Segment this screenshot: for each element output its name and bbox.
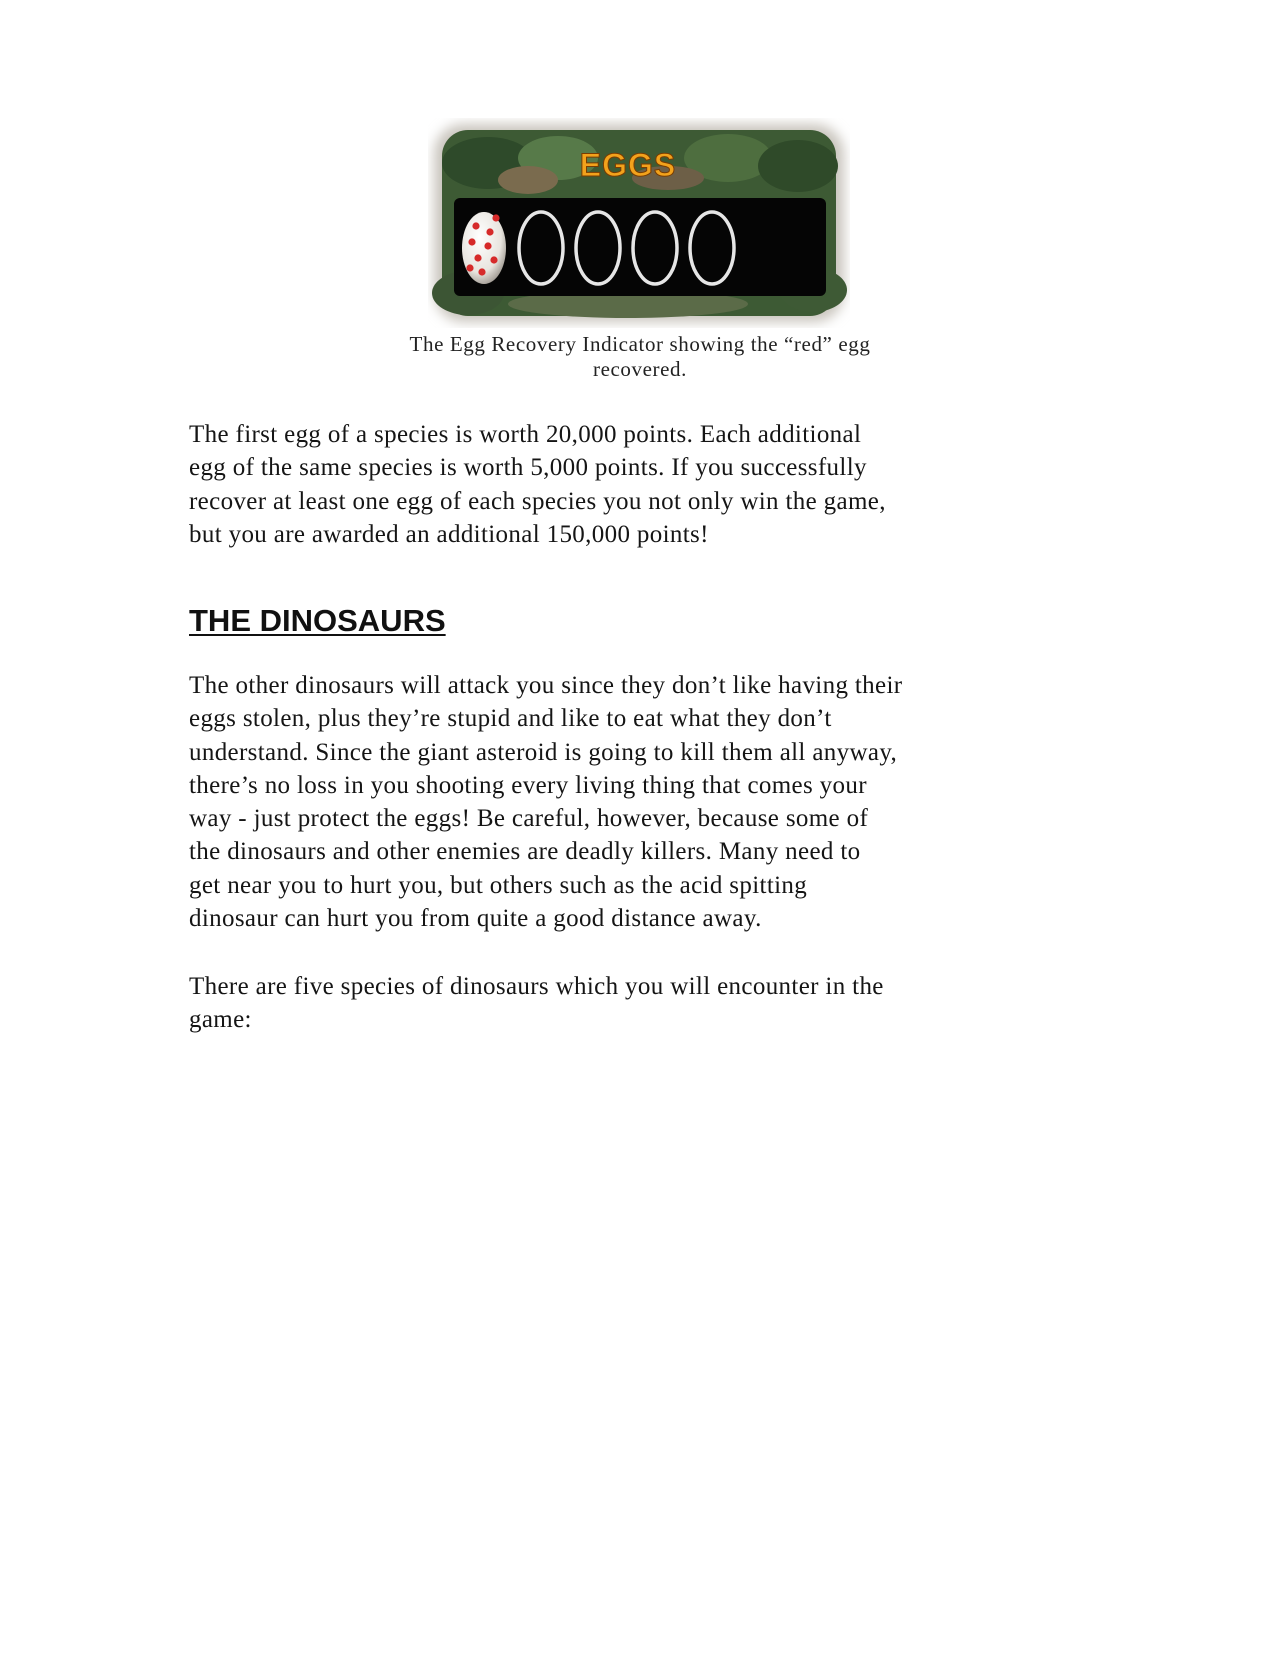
section-heading: THE DINOSAURS (189, 603, 446, 638)
eggs-label: EGGS (579, 147, 677, 183)
recovered-egg-icon (462, 212, 506, 284)
paragraph-line: There are five species of dinosaurs which you will encounter in the (189, 973, 884, 1000)
egg-recovery-indicator (428, 118, 850, 328)
paragraph-line: dinosaur can hurt you from quite a good distance away. (189, 905, 762, 933)
paragraph-line: but you are awarded an additional 150,000 points! (189, 520, 709, 548)
paragraph-line: there’s no loss in you shooting every living thing that comes your (189, 771, 867, 799)
scoring-paragraph (189, 418, 1109, 551)
species-intro-paragraph (189, 970, 1109, 1037)
paragraph-line: way - just protect the eggs! Be careful, however, because some of (189, 805, 869, 833)
caption-line: recovered. (592, 357, 688, 381)
paragraph-line: eggs stolen, plus they’re stupid and like to eat what they don’t (189, 705, 832, 733)
paragraph-line: the dinosaurs and other enemies are deadly killers. Many need to (189, 838, 861, 866)
dinosaurs-paragraph (189, 669, 1109, 935)
image-caption (300, 332, 980, 382)
paragraph-line: game: (189, 1006, 252, 1034)
paragraph-line: understand. Since the giant asteroid is going to kill them all anyway, (189, 738, 898, 766)
caption-line: The Egg Recovery Indicator showing the “red” egg (409, 332, 871, 356)
egg-slot-panel (454, 198, 826, 296)
paragraph-line: egg of the same species is worth 5,000 points. If you successfully (189, 454, 867, 482)
paragraph-line: The first egg of a species is worth 20,000 points. Each additional (189, 421, 862, 448)
paragraph-line: The other dinosaurs will attack you since they don’t like having their (189, 672, 903, 699)
egg-recovery-indicator-graphic (428, 118, 850, 328)
paragraph-line: get near you to hurt you, but others such as the acid spitting (189, 871, 808, 899)
paragraph-line: recover at least one egg of each species you not only win the game, (189, 487, 886, 515)
